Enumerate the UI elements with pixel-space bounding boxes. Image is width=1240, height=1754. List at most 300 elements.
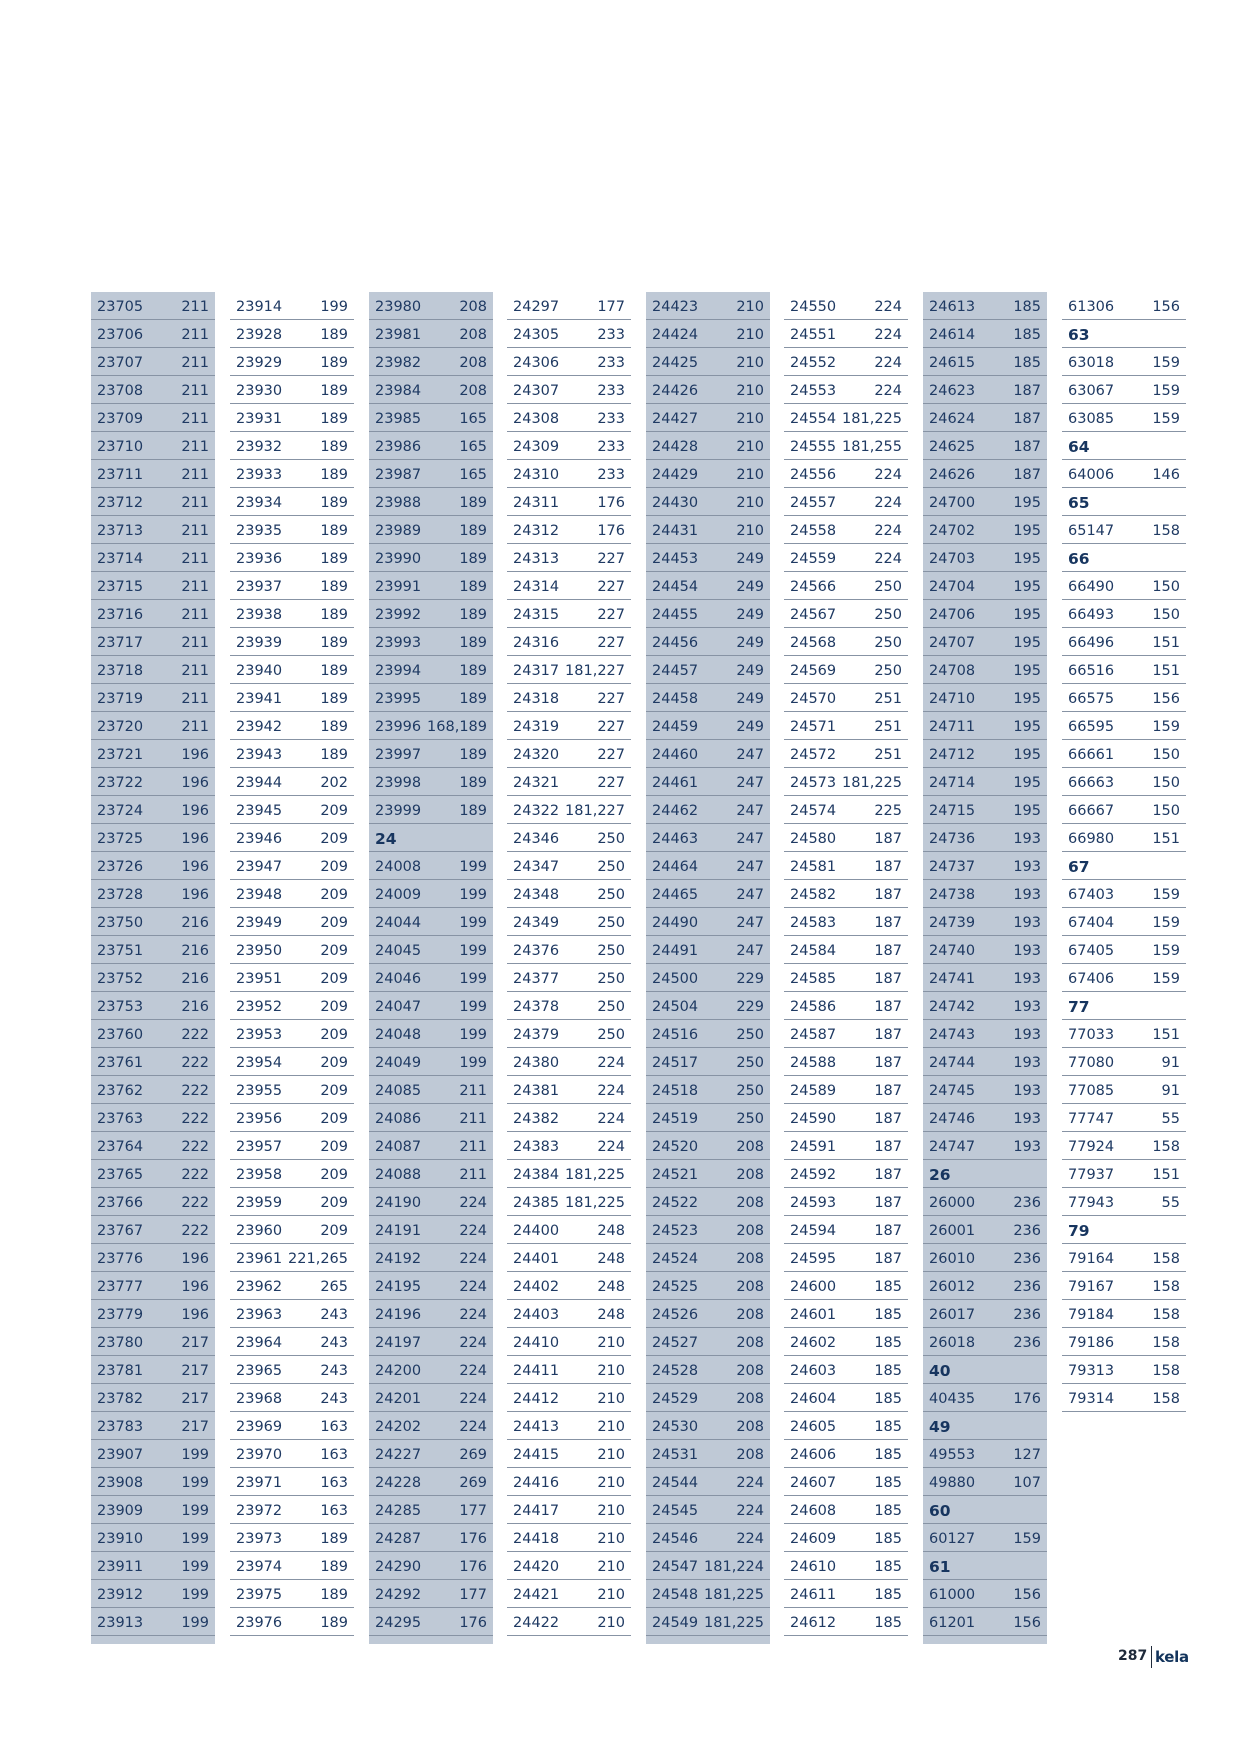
page-reference: 189 [320,635,348,651]
article-number: 23706 [97,327,144,343]
index-row [784,1160,908,1188]
index-row [507,1468,631,1496]
page-reference: 224 [874,467,902,483]
index-row [784,1132,908,1160]
page-reference: 250 [874,635,902,651]
article-number: 79167 [1068,1279,1115,1295]
footer-divider [1151,1646,1152,1668]
page-reference: 224 [597,1111,625,1127]
page-reference: 158 [1152,1335,1180,1351]
index-row [369,460,493,488]
index-row [369,1216,493,1244]
page-reference: 189 [320,551,348,567]
index-row [230,1524,354,1552]
article-number: 77085 [1068,1083,1115,1099]
article-number: 26000 [929,1195,976,1211]
article-number: 23954 [236,1055,283,1071]
page-reference: 199 [459,859,487,875]
page-reference: 195 [1013,775,1041,791]
page-reference: 163 [320,1503,348,1519]
page-reference: 187 [874,971,902,987]
article-number: 23984 [375,383,422,399]
index-row [1062,1384,1186,1412]
index-row [507,1020,631,1048]
article-number: 23914 [236,299,283,315]
page-reference: 199 [181,1475,209,1491]
page-reference: 210 [597,1419,625,1435]
page-reference: 210 [597,1559,625,1575]
index-row [91,1440,215,1468]
page-reference: 251 [874,691,902,707]
index-row [923,880,1047,908]
group-header-row [923,1412,1047,1440]
article-number: 24527 [652,1335,699,1351]
page-reference: 189 [320,747,348,763]
page-reference: 189 [459,663,487,679]
article-number: 24045 [375,943,422,959]
page-reference: 189 [320,579,348,595]
page-reference: 189 [320,1531,348,1547]
page-reference: 233 [597,439,625,455]
page-reference: 227 [597,635,625,651]
index-row [369,544,493,572]
article-number: 24009 [375,887,422,903]
page-reference: 208 [736,1251,764,1267]
index-row [1062,740,1186,768]
index-row [1062,1076,1186,1104]
article-number: 24454 [652,579,699,595]
index-row [507,852,631,880]
index-column-1 [91,292,215,1636]
page-reference: 158 [1152,1363,1180,1379]
article-number: 66661 [1068,747,1115,763]
article-number: 24307 [513,383,560,399]
group-header-row [1062,992,1186,1020]
article-number: 23975 [236,1587,283,1603]
article-number: 79186 [1068,1335,1115,1351]
article-number: 24521 [652,1167,699,1183]
index-row [923,1104,1047,1132]
index-row [230,460,354,488]
index-row [369,320,493,348]
article-number: 24590 [790,1111,837,1127]
article-number: 49880 [929,1475,976,1491]
article-number: 24708 [929,663,976,679]
article-number: 24295 [375,1615,422,1631]
page-reference: 189 [459,803,487,819]
page-reference: 177 [459,1503,487,1519]
article-number: 26018 [929,1335,976,1351]
article-number: 23766 [97,1195,144,1211]
page-reference: 250 [597,999,625,1015]
index-row [91,740,215,768]
index-row [646,656,770,684]
index-row [784,1496,908,1524]
article-number: 23715 [97,579,144,595]
page-reference: 236 [1013,1335,1041,1351]
index-row [230,1188,354,1216]
article-number: 24555 [790,439,837,455]
page-reference: 250 [597,971,625,987]
page-reference: 209 [320,943,348,959]
page-reference: 159 [1152,887,1180,903]
article-number: 24747 [929,1139,976,1155]
index-row [507,992,631,1020]
page-reference: 187 [874,859,902,875]
article-number: 23965 [236,1363,283,1379]
page-reference: 208 [736,1335,764,1351]
article-number: 24400 [513,1223,560,1239]
index-row [784,1384,908,1412]
page-reference: 199 [181,1447,209,1463]
page-reference: 208 [459,327,487,343]
page-reference: 181,225 [704,1615,764,1631]
index-row [923,908,1047,936]
index-row [91,1188,215,1216]
page-reference: 211 [181,467,209,483]
page-reference: 221,265 [288,1251,348,1267]
page-reference: 208 [459,355,487,371]
article-number: 24385 [513,1195,560,1211]
article-number: 24584 [790,943,837,959]
index-row [230,880,354,908]
article-number: 23947 [236,859,283,875]
index-row [646,1384,770,1412]
article-number: 24425 [652,355,699,371]
brand-logo: kela [1155,1648,1189,1666]
index-row [923,404,1047,432]
article-number: 23959 [236,1195,283,1211]
page-reference: 150 [1152,747,1180,763]
index-row [507,1384,631,1412]
article-number: 23913 [97,1615,144,1631]
group-header-row [1062,488,1186,516]
article-number: 24320 [513,747,560,763]
group-prefix: 60 [929,1502,951,1520]
article-number: 24457 [652,663,699,679]
page-reference: 210 [736,299,764,315]
page-reference: 210 [736,383,764,399]
index-row [91,292,215,320]
index-row [369,1244,493,1272]
article-number: 24707 [929,635,976,651]
page-reference: 193 [1013,971,1041,987]
page-reference: 224 [874,383,902,399]
article-number: 23931 [236,411,283,427]
page-reference: 222 [181,1195,209,1211]
index-row [369,628,493,656]
page-reference: 229 [736,971,764,987]
article-number: 24522 [652,1195,699,1211]
page-reference: 176 [459,1531,487,1547]
index-row [646,1244,770,1272]
article-number: 24592 [790,1167,837,1183]
page-reference: 187 [874,943,902,959]
page-reference: 185 [874,1419,902,1435]
index-row [91,768,215,796]
index-row [91,544,215,572]
index-row [91,1580,215,1608]
page-reference: 185 [874,1391,902,1407]
page-reference: 187 [874,1139,902,1155]
article-number: 66667 [1068,803,1115,819]
article-number: 23982 [375,355,422,371]
article-number: 23995 [375,691,422,707]
page-number: 287 [1118,1648,1148,1664]
page-reference: 222 [181,1111,209,1127]
page-reference: 159 [1013,1531,1041,1547]
index-row [923,1580,1047,1608]
page-reference: 181,225 [842,411,902,427]
article-number: 23974 [236,1559,283,1575]
article-number: 24710 [929,691,976,707]
index-row [1062,880,1186,908]
page-reference: 211 [181,523,209,539]
article-number: 26010 [929,1251,976,1267]
page-reference: 189 [320,411,348,427]
page-reference: 224 [874,299,902,315]
index-row [91,1048,215,1076]
page-reference: 247 [736,943,764,959]
page-reference: 181,224 [704,1559,764,1575]
article-number: 23946 [236,831,283,847]
page-reference: 199 [459,1027,487,1043]
index-row [923,572,1047,600]
article-number: 24430 [652,495,699,511]
page-reference: 185 [1013,299,1041,315]
article-number: 23780 [97,1335,144,1351]
page-reference: 185 [874,1559,902,1575]
page-reference: 209 [320,1139,348,1155]
index-row [91,1076,215,1104]
article-number: 23993 [375,635,422,651]
page-reference: 208 [736,1391,764,1407]
article-number: 23933 [236,467,283,483]
index-row [923,460,1047,488]
article-number: 24520 [652,1139,699,1155]
page-reference: 195 [1013,523,1041,539]
article-number: 24591 [790,1139,837,1155]
index-row [923,1076,1047,1104]
page-reference: 209 [320,915,348,931]
index-row [784,292,908,320]
index-row [923,684,1047,712]
index-row [91,1552,215,1580]
index-row [646,1552,770,1580]
page-reference: 209 [320,1167,348,1183]
index-row [646,1468,770,1496]
page-reference: 249 [736,551,764,567]
index-row [1062,1160,1186,1188]
group-prefix: 64 [1068,438,1090,456]
page-reference: 156 [1013,1587,1041,1603]
article-number: 24504 [652,999,699,1015]
article-number: 23969 [236,1419,283,1435]
page-reference: 249 [736,579,764,595]
index-row [646,1188,770,1216]
index-row [784,1468,908,1496]
page-reference: 189 [320,663,348,679]
article-number: 23750 [97,915,144,931]
article-number: 24595 [790,1251,837,1267]
article-number: 23936 [236,551,283,567]
page-reference: 185 [874,1475,902,1491]
article-number: 24403 [513,1307,560,1323]
page-reference: 210 [597,1587,625,1603]
index-row [923,1440,1047,1468]
index-row [646,460,770,488]
index-row [646,1356,770,1384]
index-row [646,516,770,544]
index-row [230,936,354,964]
page-reference: 210 [597,1363,625,1379]
index-row [230,404,354,432]
article-number: 63018 [1068,355,1115,371]
page-reference: 185 [874,1447,902,1463]
page-reference: 159 [1152,411,1180,427]
index-row [784,348,908,376]
page-reference: 150 [1152,803,1180,819]
page-reference: 196 [181,775,209,791]
article-number: 24528 [652,1363,699,1379]
page-reference: 189 [320,355,348,371]
article-number: 24531 [652,1447,699,1463]
group-prefix: 40 [929,1362,951,1380]
article-number: 23999 [375,803,422,819]
page-reference: 209 [320,1195,348,1211]
page-reference: 165 [459,467,487,483]
index-row [91,516,215,544]
index-row [369,712,493,740]
article-number: 24317 [513,663,560,679]
page-reference: 156 [1152,691,1180,707]
index-row [507,1272,631,1300]
page-reference: 210 [736,355,764,371]
article-number: 77937 [1068,1167,1115,1183]
page-reference: 158 [1152,523,1180,539]
index-row [230,544,354,572]
page-reference: 208 [736,1279,764,1295]
index-row [230,824,354,852]
index-row [784,320,908,348]
article-number: 24704 [929,579,976,595]
article-number: 24461 [652,775,699,791]
page-reference: 55 [1161,1111,1180,1127]
index-row [784,1580,908,1608]
index-row [784,572,908,600]
article-number: 24530 [652,1419,699,1435]
index-row [230,1412,354,1440]
article-number: 24742 [929,999,976,1015]
article-number: 23930 [236,383,283,399]
page-reference: 211 [181,663,209,679]
group-prefix: 63 [1068,326,1090,344]
page-reference: 159 [1152,355,1180,371]
index-row [91,992,215,1020]
index-row [507,1328,631,1356]
page-reference: 249 [736,607,764,623]
index-row [369,1608,493,1636]
page-reference: 187 [874,1055,902,1071]
article-number: 23943 [236,747,283,763]
article-number: 24607 [790,1475,837,1491]
page-reference: 224 [459,1195,487,1211]
index-row [784,768,908,796]
index-row [369,1412,493,1440]
index-row [784,544,908,572]
group-prefix: 67 [1068,858,1090,876]
page-reference: 189 [320,383,348,399]
page-reference: 247 [736,887,764,903]
page-reference: 195 [1013,495,1041,511]
index-row [1062,684,1186,712]
index-row [507,824,631,852]
index-row [91,1272,215,1300]
page-reference: 150 [1152,607,1180,623]
index-row [91,376,215,404]
page-reference: 196 [181,1307,209,1323]
page-reference: 236 [1013,1307,1041,1323]
index-row [91,684,215,712]
article-number: 24491 [652,943,699,959]
index-row [784,404,908,432]
index-row [507,796,631,824]
article-number: 23711 [97,467,144,483]
article-number: 77033 [1068,1027,1115,1043]
page-reference: 159 [1152,943,1180,959]
page-reference: 211 [181,635,209,651]
index-row [369,404,493,432]
page-reference: 158 [1152,1139,1180,1155]
index-row [784,1608,908,1636]
index-row [369,292,493,320]
page-reference: 227 [597,691,625,707]
index-row [230,1552,354,1580]
article-number: 66980 [1068,831,1115,847]
page-reference: 189 [459,551,487,567]
page-reference: 211 [181,299,209,315]
index-row [646,1496,770,1524]
article-number: 79164 [1068,1251,1115,1267]
page-reference: 195 [1013,719,1041,735]
group-header-row [1062,432,1186,460]
page-reference: 193 [1013,999,1041,1015]
index-row [923,544,1047,572]
index-row [646,1300,770,1328]
article-number: 23970 [236,1447,283,1463]
index-row [1062,1048,1186,1076]
group-header-row [1062,852,1186,880]
article-number: 23992 [375,607,422,623]
article-number: 24736 [929,831,976,847]
article-number: 23939 [236,635,283,651]
page-reference: 187 [874,1223,902,1239]
page-reference: 185 [874,1503,902,1519]
page-reference: 250 [736,1055,764,1071]
page-reference: 187 [874,1083,902,1099]
article-number: 24464 [652,859,699,875]
article-number: 24569 [790,663,837,679]
article-number: 24349 [513,915,560,931]
article-number: 23973 [236,1531,283,1547]
article-number: 24309 [513,439,560,455]
article-number: 23971 [236,1475,283,1491]
index-row [923,936,1047,964]
article-number: 24197 [375,1335,422,1351]
index-row [230,600,354,628]
page-reference: 209 [320,803,348,819]
article-number: 24463 [652,831,699,847]
